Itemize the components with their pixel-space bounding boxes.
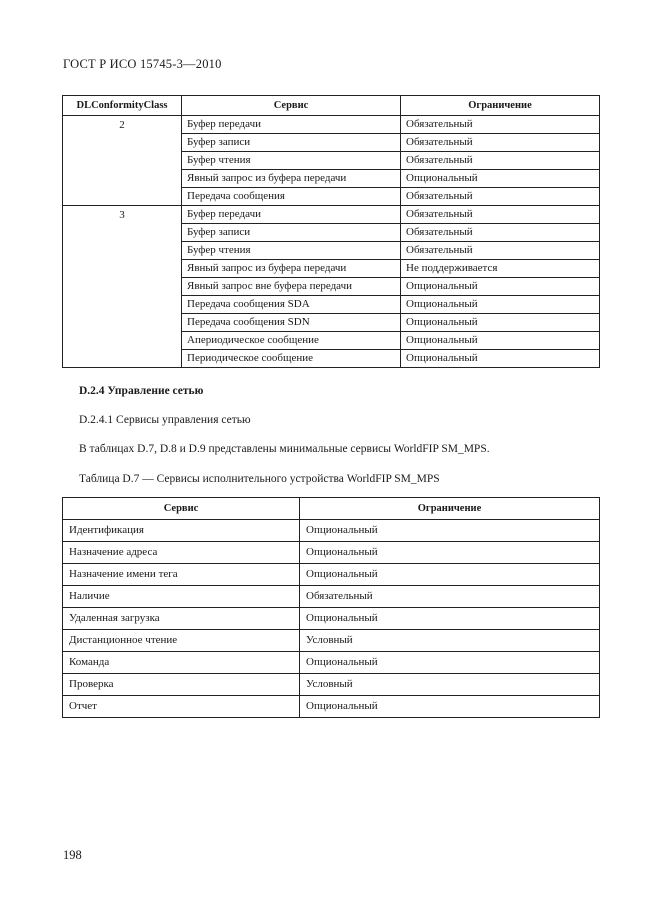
conformity-class-table [62,95,600,368]
service-cell: Апериодическое сообщение [182,332,401,350]
restriction-cell: Условный [300,674,600,696]
service-cell: Команда [63,652,300,674]
table-row [63,630,600,652]
table-caption: Таблица D.7 — Сервисы исполнительного устройства WorldFIP SM_MPS [79,473,440,485]
restriction-cell: Не поддерживается [401,260,600,278]
restriction-cell: Опциональный [300,696,600,718]
service-cell: Передача сообщения [182,188,401,206]
service-cell: Отчет [63,696,300,718]
column-header: Ограничение [401,96,600,116]
table-header-row [63,498,600,520]
body-paragraph: В таблицах D.7, D.8 и D.9 представлены минимальные сервисы WorldFIP SM_MPS. [79,443,490,455]
restriction-cell: Обязательный [300,586,600,608]
service-cell: Явный запрос из буфера передачи [182,170,401,188]
table-row [63,586,600,608]
restriction-cell: Обязательный [401,242,600,260]
conformity-class-cell: 2 [63,116,182,206]
column-header: Сервис [182,96,401,116]
actuator-services-table [62,497,600,718]
service-cell: Наличие [63,586,300,608]
restriction-cell: Опциональный [300,564,600,586]
service-cell: Дистанционное чтение [63,630,300,652]
conformity-class-cell: 3 [63,206,182,368]
service-cell: Удаленная загрузка [63,608,300,630]
table-row [63,564,600,586]
service-cell: Проверка [63,674,300,696]
table-row [63,674,600,696]
service-cell: Назначение имени тега [63,564,300,586]
restriction-cell: Обязательный [401,152,600,170]
restriction-cell: Условный [300,630,600,652]
service-cell: Явный запрос из буфера передачи [182,260,401,278]
table-row [63,542,600,564]
table-row [63,116,600,134]
document-header: ГОСТ Р ИСО 15745-3—2010 [63,57,222,71]
restriction-cell: Обязательный [401,188,600,206]
restriction-cell: Обязательный [401,134,600,152]
page-number: 198 [63,848,82,862]
table-row [63,608,600,630]
column-header: DLConformityClass [63,96,182,116]
service-cell: Буфер записи [182,134,401,152]
restriction-cell: Опциональный [401,314,600,332]
service-cell: Назначение адреса [63,542,300,564]
service-cell: Передача сообщения SDA [182,296,401,314]
table-row [63,652,600,674]
table-row [63,696,600,718]
table-row [63,520,600,542]
service-cell: Буфер чтения [182,152,401,170]
restriction-cell: Опциональный [300,520,600,542]
restriction-cell: Опциональный [401,350,600,368]
restriction-cell: Опциональный [401,296,600,314]
service-cell: Буфер передачи [182,206,401,224]
subsection-heading: D.2.4.1 Сервисы управления сетью [79,414,251,426]
restriction-cell: Опциональный [300,608,600,630]
section-heading: D.2.4 Управление сетью [79,385,204,397]
table-header-row [63,96,600,116]
service-cell: Идентификация [63,520,300,542]
restriction-cell: Обязательный [401,116,600,134]
restriction-cell: Опциональный [401,278,600,296]
column-header: Ограничение [300,498,600,520]
service-cell: Явный запрос вне буфера передачи [182,278,401,296]
restriction-cell: Опциональный [300,542,600,564]
column-header: Сервис [63,498,300,520]
service-cell: Передача сообщения SDN [182,314,401,332]
restriction-cell: Обязательный [401,224,600,242]
service-cell: Буфер передачи [182,116,401,134]
restriction-cell: Опциональный [401,170,600,188]
restriction-cell: Опциональный [300,652,600,674]
restriction-cell: Обязательный [401,206,600,224]
restriction-cell: Опциональный [401,332,600,350]
table-row [63,206,600,224]
service-cell: Буфер записи [182,224,401,242]
service-cell: Буфер чтения [182,242,401,260]
service-cell: Периодическое сообщение [182,350,401,368]
